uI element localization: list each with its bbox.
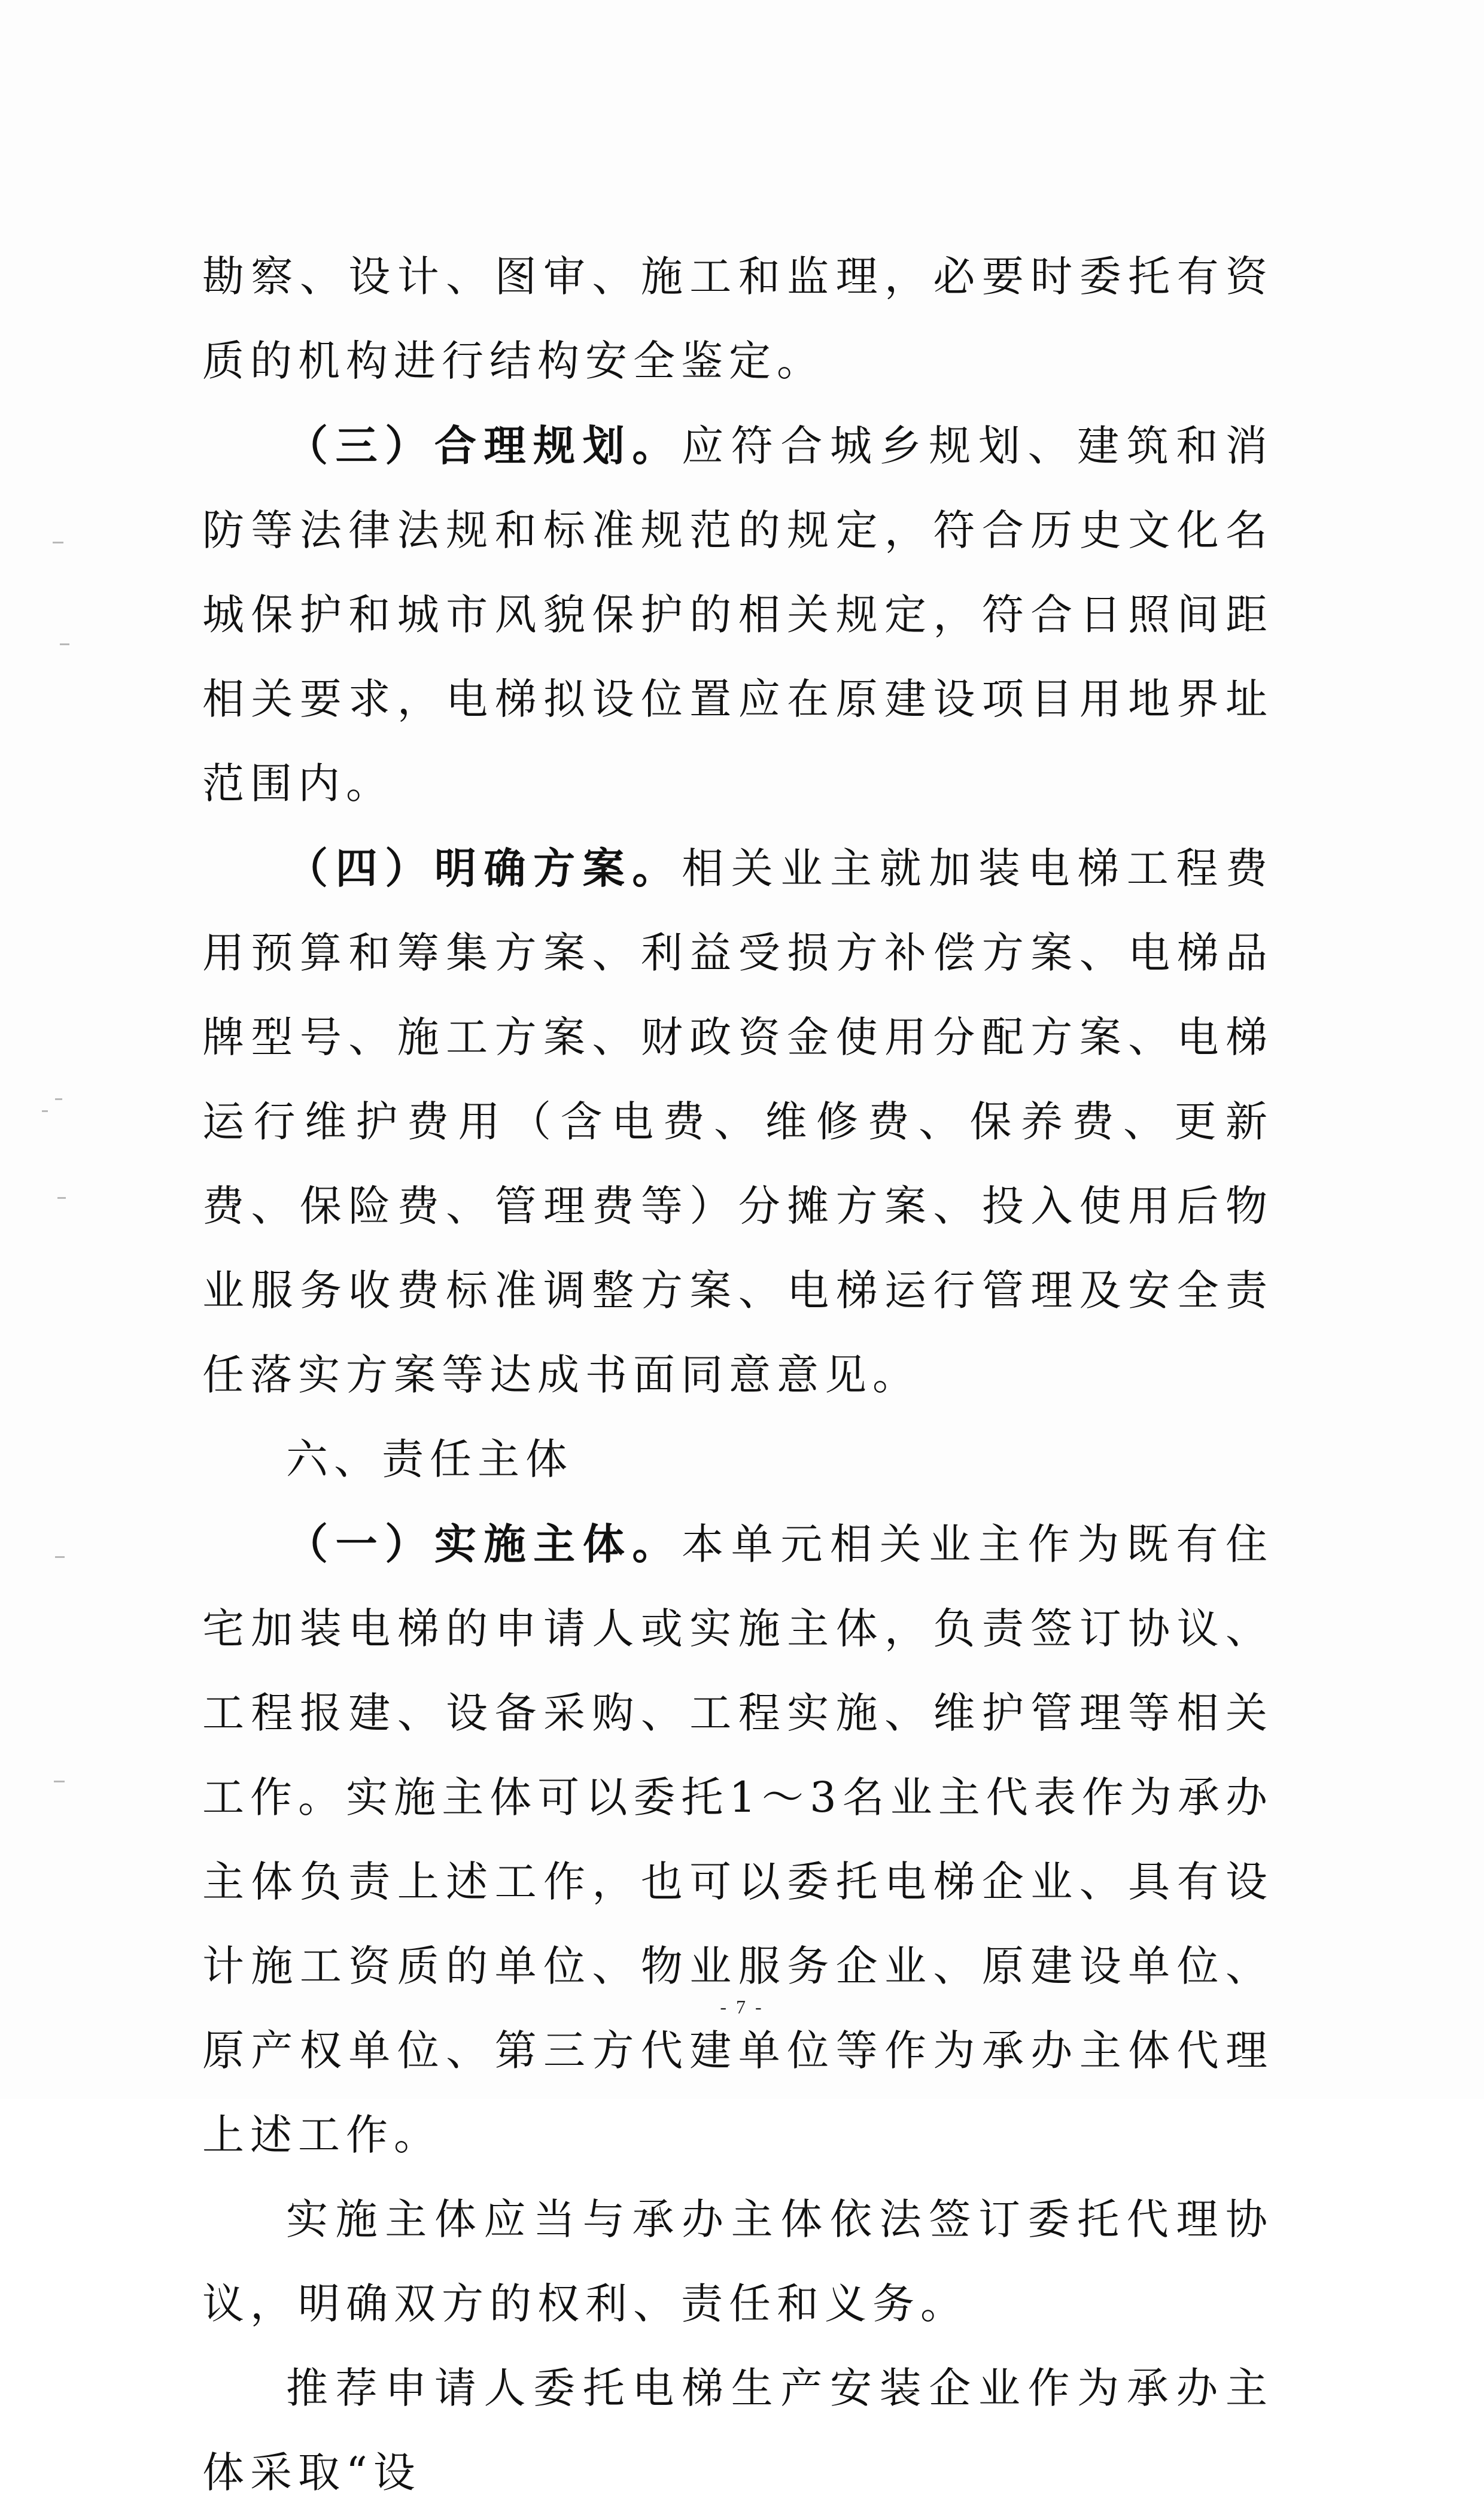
scan-artifact — [55, 1556, 65, 1558]
paragraph-lead: （四）明确方案。 — [286, 843, 682, 893]
paragraph-text: 推荐申请人委托电梯生产安装企业作为承办主体采取“设 — [202, 2364, 1273, 2497]
scan-artifact — [57, 1197, 66, 1199]
scan-artifact — [42, 1110, 48, 1112]
paragraph-lead: （三）合理规划。 — [286, 421, 682, 470]
paragraph-implementing-entity — [202, 1502, 1273, 2177]
paragraph-text: 本单元相关业主作为既有住宅加装电梯的申请人或实施主体，负责签订协议、工程报建、设备采购、工程实施、维护管理等相关工作。实施主体可以委托1～3名业主代表作为承办主体负责上述工作，也可以委托电梯企业、具有设计施工资质的单位、物业服务企业、原建设单位、原产权单位、第三方代建单位等作为承办主体代理上述工作。 — [202, 1520, 1274, 2159]
scan-artifact — [53, 542, 63, 543]
paragraph-clear-plan — [202, 826, 1273, 1417]
paragraph-lead: （一）实施主体。 — [286, 1519, 682, 1569]
section-heading-text: 六、责任主体 — [286, 1435, 573, 1484]
scan-artifact — [55, 1098, 62, 1100]
section-heading — [202, 1417, 1273, 1502]
scan-artifact — [60, 643, 69, 645]
scan-artifact — [54, 1781, 65, 1782]
paragraph-text: 相关业主就加装电梯工程费用预算和筹集方案、利益受损方补偿方案、电梯品牌型号、施工方案、财政资金使用分配方案、电梯运行维护费用（含电费、维修费、保养费、更新费、保险费、管理费等）分摊方案、投入使用后物业服务收费标准调整方案、电梯运行管理及安全责任落实方案等达成书面同意意见。 — [202, 844, 1274, 1399]
paragraph-text: 实施主体应当与承办主体依法签订委托代理协议，明确双方的权利、责任和义务。 — [202, 2195, 1273, 2328]
paragraph-agency-agreement — [202, 2177, 1273, 2346]
paragraph-continuation — [202, 235, 1273, 403]
paragraph-text: 应符合城乡规划、建筑和消防等法律法规和标准规范的规定，符合历史文化名城保护和城市风貌保护的相关规定，符合日照间距相关要求，电梯拟设位置应在原建设项目用地界址范围内。 — [202, 421, 1274, 808]
page-number: - 7 - — [720, 1996, 764, 2018]
body-text — [202, 235, 1273, 2515]
paragraph-recommendation — [202, 2346, 1273, 2515]
paragraph-text: 勘察、设计、图审、施工和监理，必要时委托有资质的机构进行结构安全鉴定。 — [202, 252, 1273, 385]
paragraph-reasonable-planning — [202, 403, 1273, 826]
